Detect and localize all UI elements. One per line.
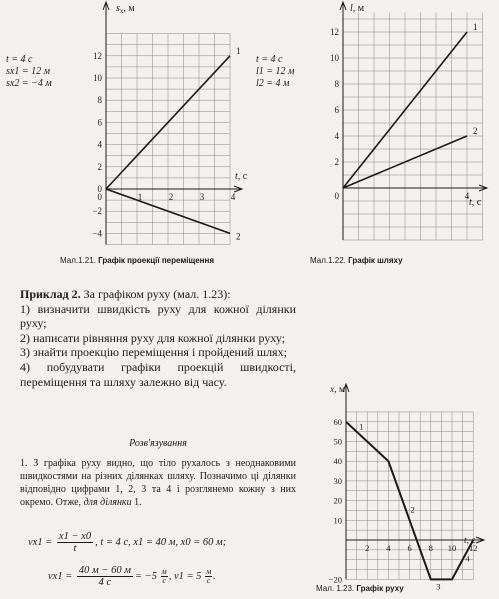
series-label-1: 1 xyxy=(236,45,241,56)
example-head: Приклад 2. xyxy=(20,287,81,301)
formula-2-num: 40 м − 60 м xyxy=(78,565,131,576)
y-tick-label: −2 xyxy=(92,206,102,217)
y-tick-label: 20 xyxy=(333,495,342,506)
fig122-caption-num: Мал.1.22. xyxy=(310,256,346,265)
segment-label-2: 2 xyxy=(410,504,415,515)
x-tick-label: 1 xyxy=(137,192,143,202)
formula-2 xyxy=(48,565,216,588)
formula-2-unit2 xyxy=(205,568,212,585)
x-tick-label: 8 xyxy=(428,543,433,553)
x-tick-label: 4 xyxy=(230,192,236,202)
formula-1 xyxy=(28,531,226,554)
y-tick-label: 12 xyxy=(93,50,102,61)
y-tick-label: 60 xyxy=(333,416,342,427)
formula-2-lhs: vx1 = xyxy=(48,570,73,582)
formula-2-end: . xyxy=(213,570,216,582)
x-tick-label: 3 xyxy=(199,192,205,202)
fig121-cond-t: t = 4 с xyxy=(6,54,33,65)
origin-label: 0 xyxy=(334,191,339,201)
y-tick-label: 2 xyxy=(334,157,339,167)
formula-2-unit2-den: с xyxy=(206,576,211,585)
series-label-2: 2 xyxy=(236,231,241,242)
x-tick-label: 2 xyxy=(365,543,370,553)
y-tick-label: 10 xyxy=(330,53,339,63)
fig121-cond-s1: sx1 = 12 м xyxy=(6,66,50,77)
fig123-caption-title: Графік руху xyxy=(356,584,404,593)
formula-1-num: x1 − x0 xyxy=(58,531,92,542)
segment-label-1: 1 xyxy=(359,421,364,432)
example-item-2: 2) написати рівняння руху для кожної ділянки руху; xyxy=(20,330,286,345)
y-tick-label: 30 xyxy=(333,475,342,486)
formula-1-rest: , t = 4 с, x1 = 40 м, x0 = 60 м; xyxy=(95,536,227,548)
origin-label: 0 xyxy=(97,192,102,202)
solution-heading: Розв'язування xyxy=(129,438,187,449)
x-tick-label: 6 xyxy=(407,543,412,553)
formula-1-fraction xyxy=(57,531,93,554)
fig123-caption-num: Мал. 1.23. xyxy=(316,584,355,593)
y-tick-label: 50 xyxy=(333,436,342,447)
fig122-caption-title: Графік шляху xyxy=(348,256,403,265)
y-tick-label: 10 xyxy=(93,73,102,83)
formula-2-mid: = −5 xyxy=(134,570,157,582)
y-tick-label: 6 xyxy=(97,117,102,128)
series-label-1: 1 xyxy=(473,22,478,32)
formula-1-den: t xyxy=(73,543,77,554)
solution-p1-num: 1. xyxy=(131,497,142,508)
segment-label-3: 3 xyxy=(436,581,441,592)
fig122-cond-t: t = 4 с xyxy=(256,54,283,65)
y-tick-label: 4 xyxy=(334,131,339,141)
fig122-cond-l2: l2 = 4 м xyxy=(256,78,290,89)
example-intro-text: За графіком руху (мал. 1.23): xyxy=(80,287,231,301)
example-item-1: 1) визначити швидкість руху для кожної ділянки руху; xyxy=(20,301,296,331)
y-tick-label: 10 xyxy=(333,515,342,526)
example-intro xyxy=(20,287,296,302)
series-label-2: 2 xyxy=(473,126,478,136)
formula-2-unit2-num: м xyxy=(206,567,212,576)
chart-grid xyxy=(343,13,483,241)
formula-2-mid2: , v1 = 5 xyxy=(168,570,202,582)
x-tick-label: 2 xyxy=(168,192,174,202)
x-axis-label: t, с xyxy=(469,197,482,208)
fig121-cond-s2: sx2 = −4 м xyxy=(6,78,52,89)
y-axis-label: $s_x$, м xyxy=(116,3,135,15)
fig122-caption xyxy=(310,256,403,265)
formula-1-lhs: vx1 = xyxy=(28,536,53,548)
fig122-cond-l1: l1 = 12 м xyxy=(256,66,295,77)
y-axis-label: x, м xyxy=(330,385,345,395)
fig123-caption xyxy=(316,584,404,593)
y-tick-label: 40 xyxy=(333,456,342,467)
fig122-conditions xyxy=(256,54,294,90)
chart-grid xyxy=(106,34,230,245)
x-tick-label: 10 xyxy=(447,543,457,553)
fig121-caption xyxy=(60,256,214,265)
y-tick-label: −20 xyxy=(328,574,342,585)
example-item-4: 4) побудувати графіки проекцій швидкості, переміщення та шляху залежно від часу. xyxy=(20,359,296,389)
x-axis-label: t, с xyxy=(235,171,248,182)
y-tick-label: 0 xyxy=(97,184,102,194)
x-tick-label: 4 xyxy=(386,543,391,553)
solution-p1-text: 1. З графіка руху видно, що тіло рухалось з неоднаковими швидкостями на різних ділянках шляху. Позначимо ці ділянки відповідно цифрами 1, 2, 3 та 4 і розглянемо кожну з них окремо. Отже, xyxy=(20,458,296,508)
fig121-caption-title: Графік проекції переміщення xyxy=(98,256,214,265)
y-axis-label: l, м xyxy=(350,3,365,14)
solution-paragraph xyxy=(20,457,296,509)
solution-p1 xyxy=(20,457,296,509)
x-tick-label: 12 xyxy=(468,543,478,553)
x-axis-label: t, с xyxy=(464,536,476,546)
y-tick-label: −4 xyxy=(92,228,102,239)
formula-2-den: 4 с xyxy=(98,577,112,588)
example-item-3: 3) знайти проекцію переміщення і пройдений шлях; xyxy=(20,345,287,360)
y-tick-label: 12 xyxy=(330,27,339,37)
formula-2-unit xyxy=(161,568,168,585)
y-tick-label: 8 xyxy=(334,79,339,89)
y-tick-label: 6 xyxy=(334,105,339,115)
fig121-caption-num: Мал.1.21. xyxy=(60,256,96,265)
fig121-conditions xyxy=(6,54,52,90)
example-block xyxy=(20,287,296,389)
solution-p1-end: для ділянки xyxy=(83,497,132,508)
fig122-chart xyxy=(312,0,492,252)
chart-grid xyxy=(346,412,473,579)
y-tick-label: 8 xyxy=(97,95,102,106)
y-tick-label: 4 xyxy=(97,139,102,150)
formula-2-fraction xyxy=(77,565,133,588)
formula-2-unit-den: с xyxy=(162,576,166,585)
x-tick-label: 4 xyxy=(464,191,470,201)
y-tick-label: 2 xyxy=(97,161,102,172)
fig121-chart xyxy=(70,0,260,252)
segment-label-4: 4 xyxy=(465,553,470,564)
formula-2-unit-num: м xyxy=(161,567,167,576)
